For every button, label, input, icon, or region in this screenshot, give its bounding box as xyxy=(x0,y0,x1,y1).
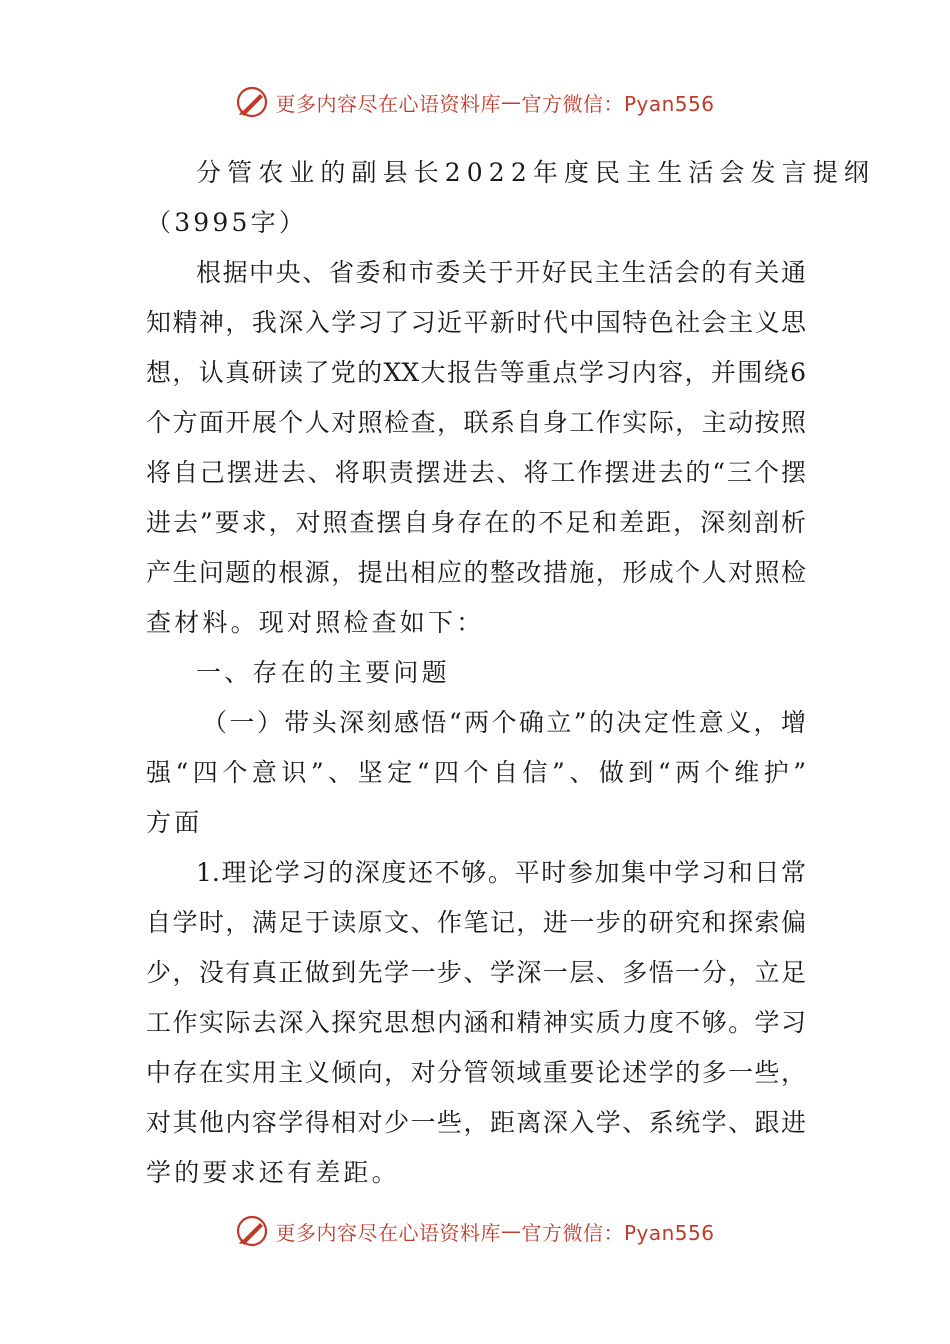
paragraph-line: 工作实际去深入探究思想内涵和精神实质力度不够。学习 xyxy=(146,1008,806,1037)
subsection-heading-line: （一）带头深刻感悟“两个确立”的决定性意义，增 xyxy=(202,708,806,737)
section-heading: 一、存在的主要问题 xyxy=(196,658,450,687)
paragraph-line: 查材料。现对照检查如下： xyxy=(146,608,485,637)
paragraph-line: 知精神，我深入学习了习近平新时代中国特色社会主义思 xyxy=(146,308,806,337)
watermark-main-text: 更多内容尽在心语资料库 xyxy=(275,1220,501,1245)
paragraph-line: 进去”要求，对照查摆自身存在的不足和差距，深刻剖析 xyxy=(146,508,806,537)
paragraph-line: 根据中央、省委和市委关于开好民主生活会的有关通 xyxy=(196,258,806,287)
paragraph-line: 想，认真研读了党的XX大报告等重点学习内容，并围绕6 xyxy=(146,358,806,387)
pen-logo-icon xyxy=(235,1214,269,1248)
paragraph-line: 个方面开展个人对照检查，联系自身工作实际，主动按照 xyxy=(146,408,806,437)
watermark-separator: — xyxy=(500,1219,522,1243)
paragraph-line: 少，没有真正做到先学一步、学深一层、多悟一分，立足 xyxy=(146,958,806,987)
watermark-separator: — xyxy=(500,90,522,114)
watermark-banner-top xyxy=(0,82,950,122)
watermark-contact-text: 官方微信：Pyan556 xyxy=(521,1220,715,1245)
subsection-heading-line: 强“四个意识”、坚定“四个自信”、做到“两个维护” xyxy=(146,758,806,787)
paragraph-line: 1.理论学习的深度还不够。平时参加集中学习和日常 xyxy=(196,858,806,887)
watermark-banner-bottom xyxy=(0,1211,950,1251)
subsection-heading-line: 方面 xyxy=(146,808,203,837)
paragraph-line: 对其他内容学得相对少一些，距离深入学、系统学、跟进 xyxy=(146,1108,806,1137)
paragraph-intro xyxy=(146,248,806,648)
document-title-wordcount: （3995字） xyxy=(146,208,308,237)
subsection-heading xyxy=(146,698,806,848)
document-title: 分管农业的副县长2022年度民主生活会发言提纲 xyxy=(196,158,875,187)
paragraph-theory-study xyxy=(146,848,806,1198)
paragraph-line: 中存在实用主义倾向，对分管领域重要论述学的多一些， xyxy=(146,1058,806,1087)
paragraph-line: 产生问题的根源，提出相应的整改措施，形成个人对照检 xyxy=(146,558,806,587)
watermark-main-text: 更多内容尽在心语资料库 xyxy=(275,91,501,116)
paragraph-line: 自学时，满足于读原文、作笔记，进一步的研究和探索偏 xyxy=(146,908,806,937)
document-body xyxy=(146,148,875,1198)
pen-logo-icon xyxy=(235,85,269,119)
paragraph-line: 将自己摆进去、将职责摆进去、将工作摆进去的“三个摆 xyxy=(146,458,806,487)
paragraph-line: 学的要求还有差距。 xyxy=(146,1158,400,1187)
watermark-contact-text: 官方微信：Pyan556 xyxy=(521,91,715,116)
